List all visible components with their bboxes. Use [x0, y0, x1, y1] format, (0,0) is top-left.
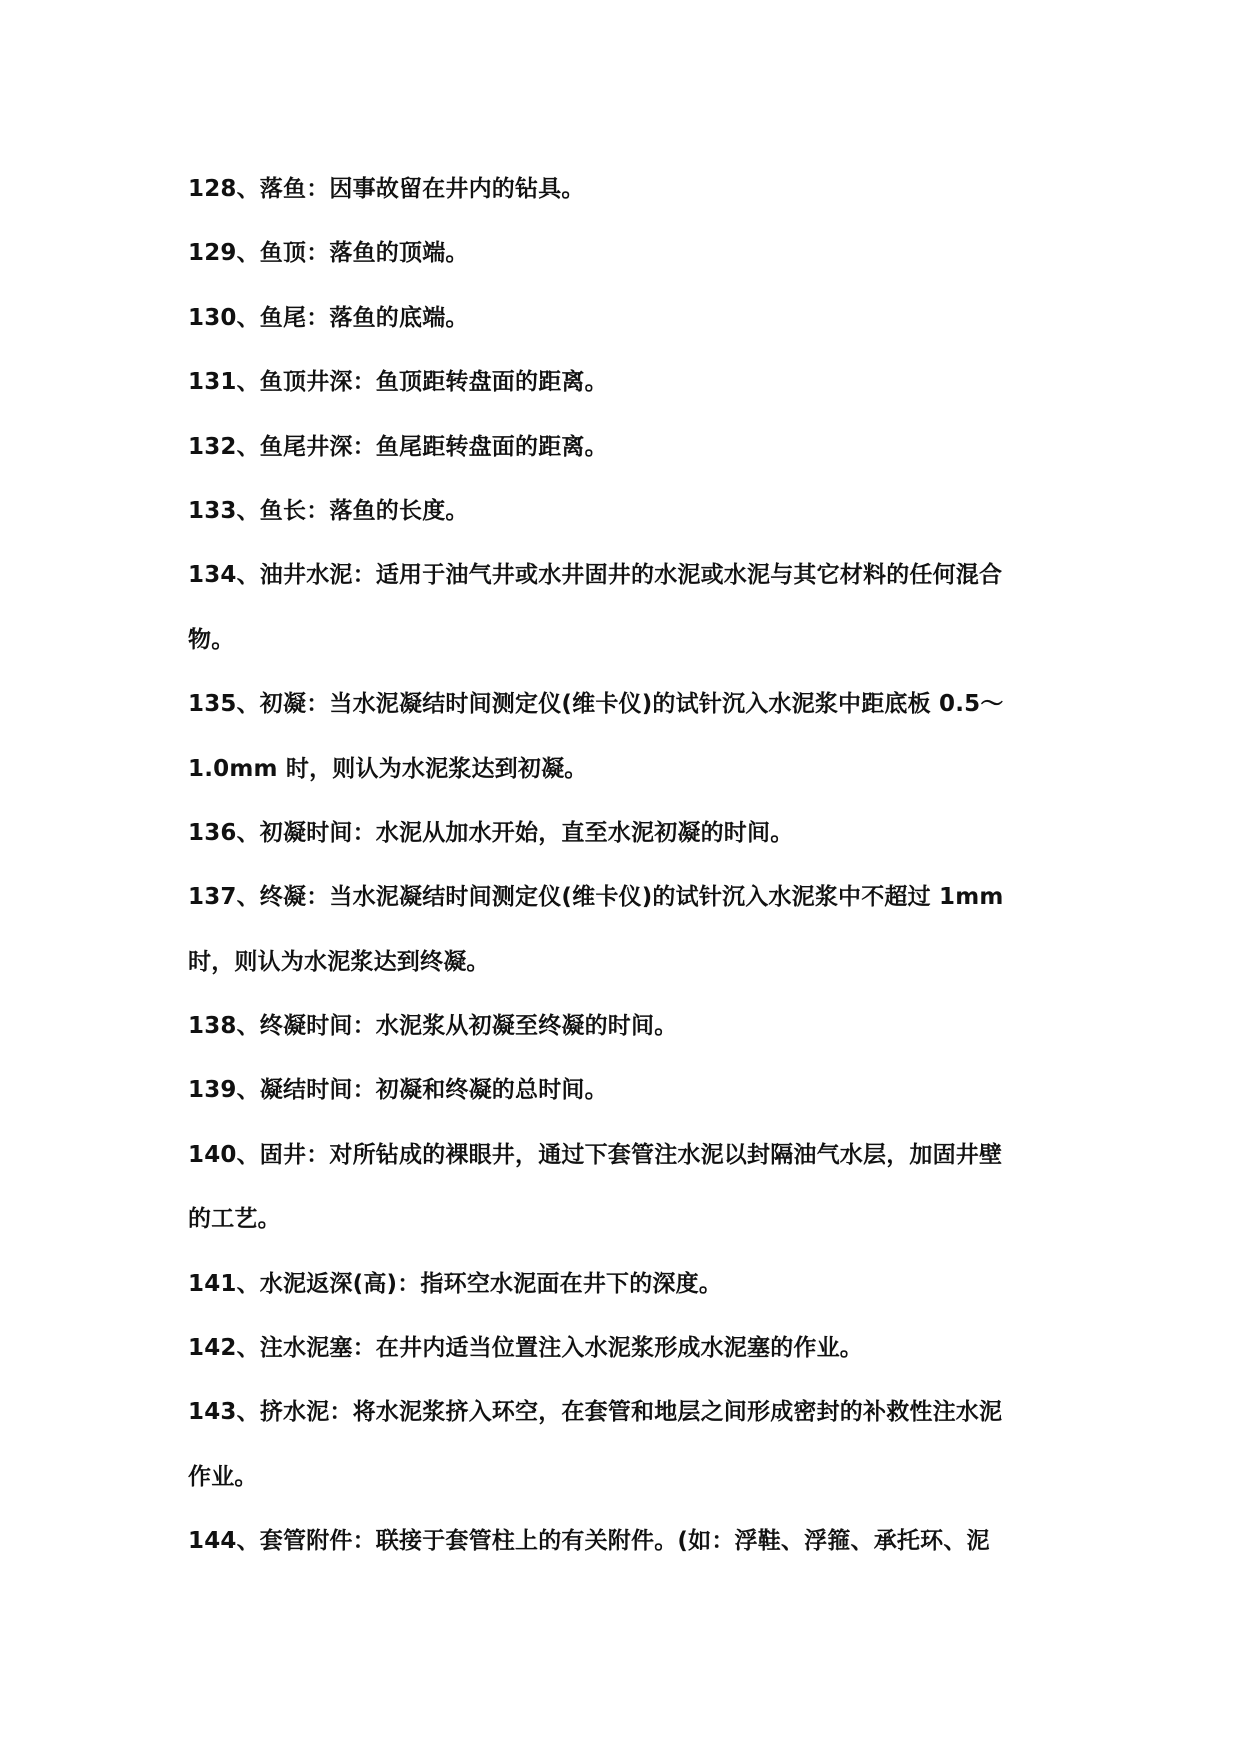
text-line: 1.0mm 时，则认为水泥浆达到初凝。: [188, 755, 588, 782]
text-line: 142、注水泥塞：在井内适当位置注入水泥浆形成水泥塞的作业。: [188, 1335, 864, 1362]
text-line: 144、套管附件：联接于套管柱上的有关附件。(如：浮鞋、浮箍、承托环、泥: [188, 1528, 990, 1555]
text-line: 133、鱼长：落鱼的长度。: [188, 497, 469, 524]
text-line: 130、鱼尾：落鱼的底端。: [188, 304, 469, 331]
text-line: 作业。: [188, 1463, 258, 1490]
text-line: 时，则认为水泥浆达到终凝。: [188, 948, 490, 975]
text-line: 134、油井水泥：适用于油气井或水井固井的水泥或水泥与其它材料的任何混合: [188, 562, 1003, 589]
text-line: 141、水泥返深(高)：指环空水泥面在井下的深度。: [188, 1270, 723, 1297]
text-line: 129、鱼顶：落鱼的顶端。: [188, 240, 469, 267]
text-line: 136、初凝时间：水泥从加水开始，直至水泥初凝的时间。: [188, 819, 794, 846]
text-line: 128、落鱼：因事故留在井内的钻具。: [188, 176, 585, 202]
text-line: 135、初凝：当水泥凝结时间测定仪(维卡仪)的试针沉入水泥浆中距底板 0.5～: [188, 691, 1004, 718]
text-line: 的工艺。: [188, 1206, 281, 1233]
text-line: 物。: [188, 626, 235, 653]
text-line: 138、终凝时间：水泥浆从初凝至终凝的时间。: [188, 1013, 678, 1040]
text-line: 143、挤水泥：将水泥浆挤入环空，在套管和地层之间形成密封的补救性注水泥: [188, 1399, 1003, 1426]
text-line: 139、凝结时间：初凝和终凝的总时间。: [188, 1077, 608, 1104]
text-line: 140、固井：对所钻成的裸眼井，通过下套管注水泥以封隔油气水层，加固井壁: [188, 1141, 1003, 1168]
glossary-text: [188, 157, 1058, 1574]
text-line: 132、鱼尾井深：鱼尾距转盘面的距离。: [188, 433, 608, 460]
text-line: 131、鱼顶井深：鱼顶距转盘面的距离。: [188, 369, 608, 396]
text-line: 137、终凝：当水泥凝结时间测定仪(维卡仪)的试针沉入水泥浆中不超过 1mm: [188, 884, 1004, 911]
